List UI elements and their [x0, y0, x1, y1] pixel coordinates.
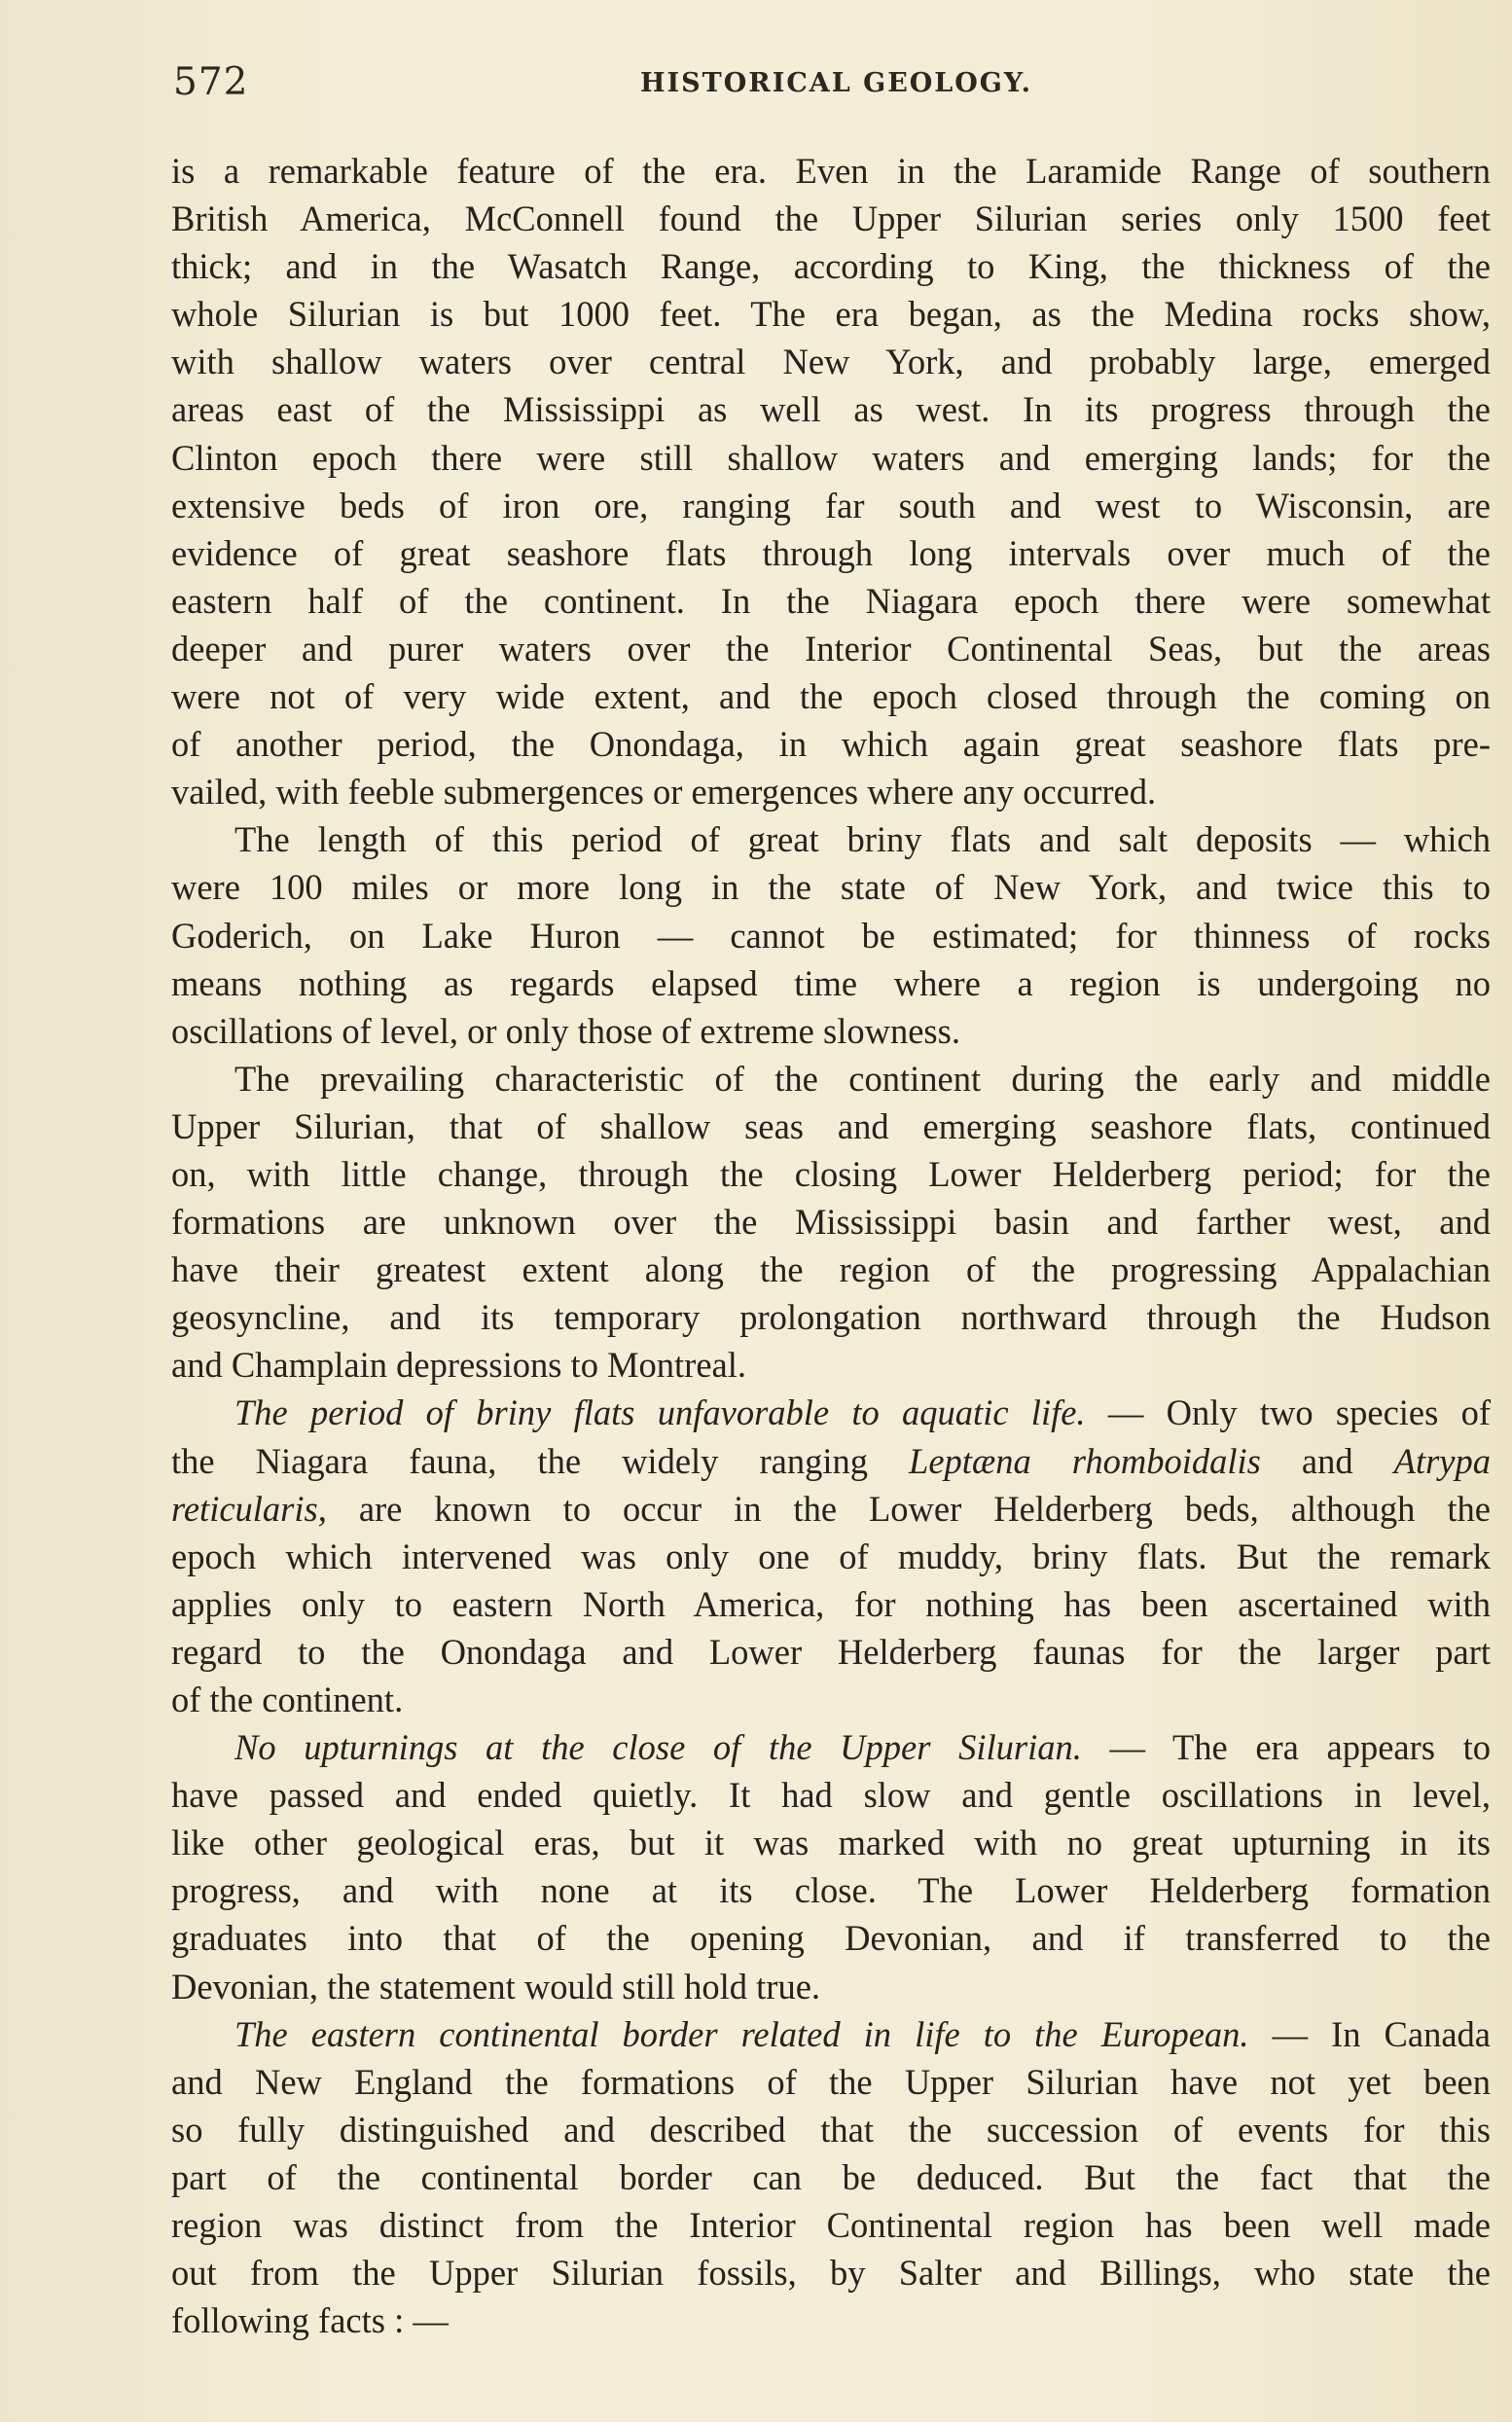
text-line: following facts : — [171, 2300, 449, 2341]
body-text [171, 147, 1491, 2344]
paragraph-5 [171, 1723, 1491, 2010]
text-line: deeper and purer waters over the Interior Continental Seas, but the areas [171, 628, 1491, 669]
text-line: Clinton epoch there were still shallow waters and emerging lands; for the [171, 437, 1491, 478]
text-line: so fully distinguished and described that the succession of events for this [171, 2109, 1491, 2150]
text-run: and [1260, 1440, 1394, 1481]
text-line: part of the continental border can be deduced. But the fact that the [171, 2156, 1491, 2197]
text-line: thick; and in the Wasatch Range, according to King, the thickness of the [171, 246, 1491, 287]
text-line [171, 2010, 1491, 2058]
text-line: graduates into that of the opening Devonian, and if transferred to the [171, 1918, 1491, 1959]
text-line: geosyncline, and its temporary prolongation northward through the Hudson [171, 1297, 1491, 1338]
text-line [171, 1437, 1491, 1485]
page-number: 572 [173, 60, 249, 104]
text-line [171, 1485, 1491, 1533]
text-run: — The era appears to [1081, 1727, 1492, 1768]
text-line: progress, and with none at its close. The Lower Helderberg formation [171, 1870, 1491, 1911]
text-line [171, 1723, 1491, 1771]
text-line: like other geological eras, but it was marked with no great upturning in its [171, 1823, 1491, 1863]
page-header [173, 60, 1496, 119]
text-line: applies only to eastern North America, for nothing has been ascertained with [171, 1583, 1491, 1624]
text-line: have their greatest extent along the region of the progressing Appalachian [171, 1249, 1491, 1290]
text-line: oscillations of level, or only those of extreme slowness. [171, 1010, 960, 1051]
text-line: on, with little change, through the closing Lower Helderberg period; for the [171, 1153, 1491, 1194]
text-line: evidence of great seashore flats through long intervals over much of the [171, 532, 1491, 573]
text-line: with shallow waters over central New York, and probably large, emerged [171, 342, 1491, 382]
text-line: of another period, the Onondaga, in which again great seashore flats pre- [171, 724, 1491, 765]
paragraph-1 [171, 147, 1491, 815]
text-line [171, 1389, 1491, 1436]
paragraph-3 [171, 1055, 1491, 1390]
text-line: The prevailing characteristic of the continent during the early and middle [234, 1058, 1491, 1099]
text-line: and New England the formations of the Upper Silurian have not yet been [171, 2061, 1491, 2102]
text-line: region was distinct from the Interior Continental region has been well made [171, 2205, 1491, 2246]
species-name: reticularis, [171, 1488, 327, 1529]
text-line: formations are unknown over the Mississippi basin and farther west, and [171, 1202, 1491, 1243]
text-line: of the continent. [171, 1680, 404, 1719]
text-line: Devonian, the statement would still hold true. [171, 1966, 821, 2006]
section-heading: No upturnings at the close of the Upper Silurian. [234, 1727, 1082, 1768]
text-line: British America, McConnell found the Upper Silurian series only 1500 feet [171, 199, 1491, 239]
text-line: extensive beds of iron ore, ranging far south and west to Wisconsin, are [171, 485, 1491, 525]
text-run: — Only two species of [1085, 1392, 1491, 1433]
text-line: Goderich, on Lake Huron — cannot be estimated; for thinness of rocks [171, 915, 1491, 956]
paragraph-6 [171, 2010, 1491, 2345]
text-line: were 100 miles or more long in the state of New York, and twice this to [171, 867, 1491, 908]
text-line: vailed, with feeble submergences or emergences where any occurred. [171, 772, 1157, 813]
text-line: is a remarkable feature of the era. Even in the Laramide Range of southern [171, 151, 1491, 191]
text-line: areas east of the Mississippi as well as west. In its progress through the [171, 389, 1491, 430]
species-name: Leptæna rhomboidalis [909, 1440, 1261, 1481]
section-heading: The eastern continental border related in life to the European. [234, 2013, 1249, 2054]
text-line: eastern half of the continent. In the Niagara epoch there were somewhat [171, 580, 1491, 621]
text-run: the Niagara fauna, the widely ranging [171, 1440, 910, 1481]
text-line: and Champlain depressions to Montreal. [171, 1345, 746, 1386]
species-name: Atrypa [1393, 1440, 1491, 1481]
text-line: The length of this period of great briny flats and salt deposits — which [234, 819, 1491, 860]
section-heading: The period of briny flats unfavorable to aquatic life. [234, 1392, 1086, 1433]
paragraph-2 [171, 815, 1491, 1054]
text-run: — In Canada [1248, 2013, 1491, 2054]
text-line: whole Silurian is but 1000 feet. The era began, as the Medina rocks show, [171, 294, 1491, 335]
running-head: HISTORICAL GEOLOGY. [640, 68, 1033, 98]
text-run: are known to occur in the Lower Helderberg beds, although the [326, 1488, 1491, 1529]
text-line: regard to the Onondaga and Lower Helderberg faunas for the larger part [171, 1631, 1491, 1672]
text-line: out from the Upper Silurian fossils, by Salter and Billings, who state the [171, 2253, 1491, 2294]
text-line: were not of very wide extent, and the epoch closed through the coming on [171, 676, 1491, 717]
text-line: have passed and ended quietly. It had slow and gentle oscillations in level, [171, 1775, 1491, 1816]
text-line: Upper Silurian, that of shallow seas and emerging seashore flats, continued [171, 1105, 1491, 1146]
paragraph-4 [171, 1389, 1491, 1723]
text-line: means nothing as regards elapsed time where a region is undergoing no [171, 962, 1491, 1003]
text-line: epoch which intervened was only one of muddy, briny flats. But the remark [171, 1536, 1491, 1576]
